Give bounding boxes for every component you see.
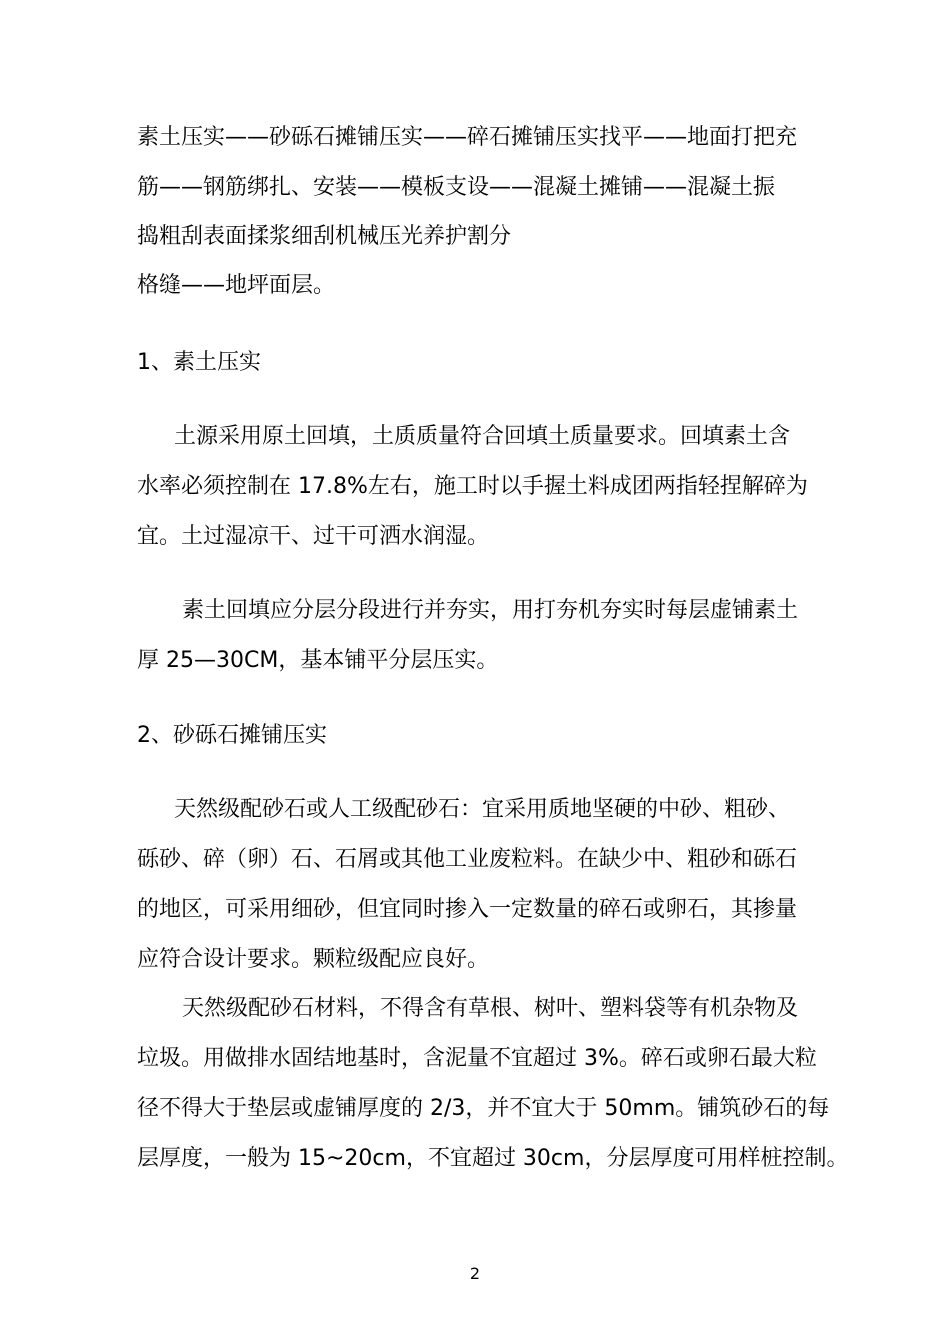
paragraph-line: 厚 25—30CM，基本铺平分层压实。 [137, 648, 499, 673]
paragraph-line: 宜。土过湿凉干、过干可洒水润湿。 [137, 524, 490, 549]
paragraph-line: 素土回填应分层分段进行并夯实，用打夯机夯实时每层虚铺素土 [182, 598, 799, 623]
paragraph-line: 垃圾。用做排水固结地基时，含泥量不宜超过 3%。碎石或卵石最大粒 [137, 1046, 817, 1071]
paragraph-line: 砾砂、碎（卵）石、石屑或其他工业废粒料。在缺少中、粗砂和砾石 [137, 847, 798, 872]
intro-line: 捣粗刮表面揉浆细刮机械压光养护割分 [137, 224, 512, 249]
paragraph-line: 天然级配砂石材料，不得含有草根、树叶、塑料袋等有机杂物及 [182, 996, 799, 1021]
intro-line: 格缝——地坪面层。 [137, 273, 336, 298]
paragraph-line: 天然级配砂石或人工级配砂石：宜采用质地坚硬的中砂、粗砂、 [174, 797, 791, 822]
paragraph-line: 土源采用原土回填，土质质量符合回填土质量要求。回填素土含 [174, 424, 791, 449]
paragraph-line: 水率必须控制在 17.8%左右，施工时以手握土料成团两指轻捏解碎为 [137, 474, 808, 499]
section-heading: 2、砂砾石摊铺压实 [137, 723, 327, 748]
paragraph-line: 层厚度，一般为 15~20cm，不宜超过 30cm，分层厚度可用样桩控制。 [137, 1146, 849, 1171]
page-number: 2 [469, 1264, 481, 1283]
intro-line: 筋——钢筋绑扎、安装——模板支设——混凝土摊铺——混凝土振 [137, 175, 776, 200]
paragraph-line: 应符合设计要求。颗粒级配应良好。 [137, 947, 490, 972]
paragraph-line: 径不得大于垫层或虚铺厚度的 2/3，并不宜大于 50mm。铺筑砂石的每 [137, 1096, 830, 1121]
section-heading: 1、素土压实 [137, 350, 261, 375]
intro-line: 素土压实——砂砾石摊铺压实——碎石摊铺压实找平——地面打把充 [137, 125, 798, 150]
paragraph-line: 的地区，可采用细砂，但宜同时掺入一定数量的碎石或卵石，其掺量 [137, 897, 798, 922]
